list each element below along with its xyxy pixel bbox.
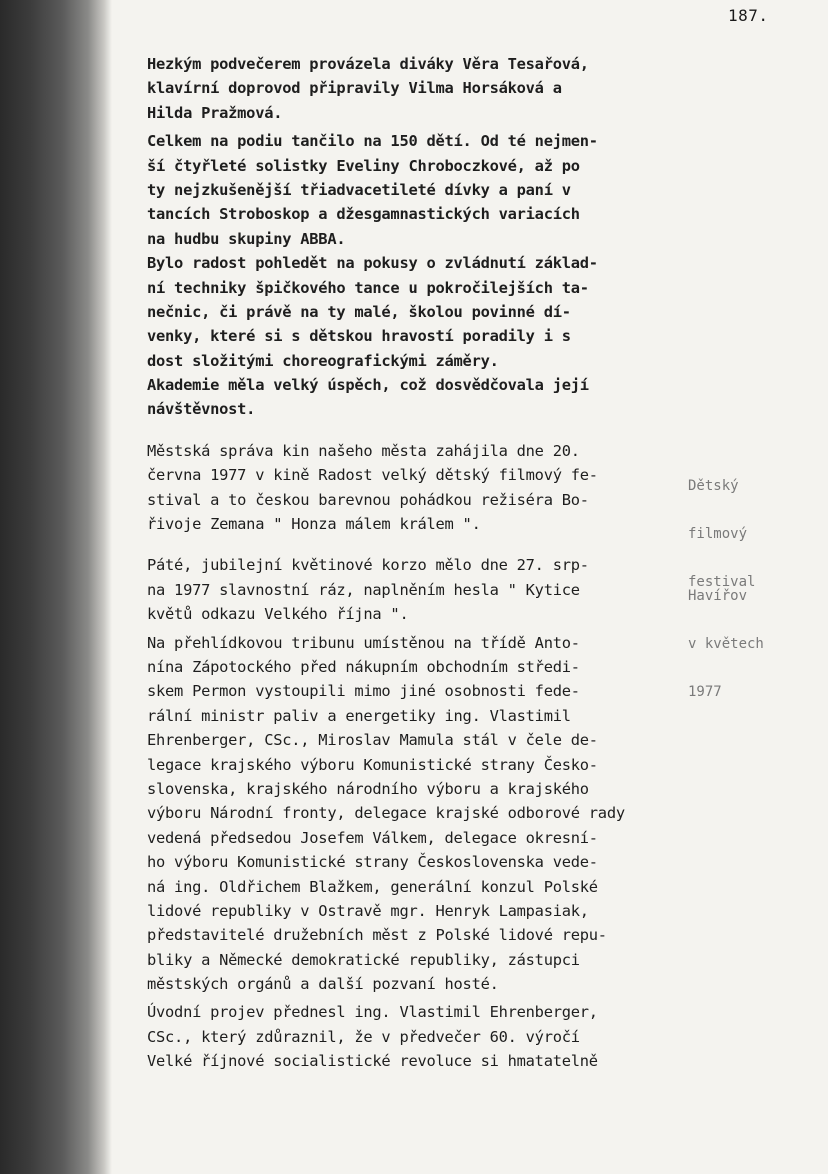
text-line: slovenska, krajského národního výboru a krajského (147, 779, 589, 798)
text-line: nína Zápotockého před nákupním obchodním středi- (147, 657, 580, 676)
text-line: návštěvnost. (147, 400, 256, 419)
margin-note-line: 1977 (688, 684, 722, 700)
text-line: Velké říjnové socialistické revoluce si hmatatelně (147, 1052, 598, 1071)
text-line: stival a to českou barevnou pohádkou režiséra Bo- (147, 490, 589, 509)
text-line: skem Permon vystoupili mimo jiné osobnosti fede- (147, 682, 580, 701)
text-line: nečnic, či právě na ty malé, školou povinné dí- (147, 302, 571, 321)
text-line: venky, které si s dětskou hravostí poradily i s (147, 327, 571, 346)
margin-note-line: v květech (688, 636, 764, 652)
text-line: Úvodní projev přednesl ing. Vlastimil Ehrenberger, (147, 1003, 598, 1022)
text-line: tancích Stroboskop a džesgamnastických variacích (147, 205, 580, 224)
page-number: 187. (728, 6, 769, 25)
margin-note-havirov-flowers (688, 556, 764, 716)
paragraph-4 (147, 373, 707, 422)
margin-note-line: Dětský (688, 478, 739, 494)
paragraph-8 (147, 1000, 707, 1073)
text-line: ní techniky špičkového tance u pokročilejších ta- (147, 278, 589, 297)
text-line: představitelé družebních měst z Polské lidové repu- (147, 926, 607, 945)
text-line: výboru Národní fronty, delegace krajské odborové rady (147, 804, 625, 823)
text-line: na hudbu skupiny ABBA. (147, 229, 346, 248)
text-line: Na přehlídkovou tribunu umístěnou na třídě Anto- (147, 633, 580, 652)
text-line: ty nejzkušenější třiadvacetileté dívky a paní v (147, 180, 571, 199)
text-line: řivoje Zemana " Honza málem králem ". (147, 515, 481, 534)
text-line: lidové republiky v Ostravě mgr. Henryk Lampasiak, (147, 901, 589, 920)
text-line: Hilda Pražmová. (147, 103, 283, 122)
text-line: ho výboru Komunistické strany Československa vede- (147, 853, 598, 872)
text-line: legace krajského výboru Komunistické strany Česko- (147, 755, 598, 774)
paragraph-2 (147, 129, 707, 251)
text-line: městských orgánů a další pozvaní hosté. (147, 975, 499, 994)
text-line: Bylo radost pohledět na pokusy o zvládnutí základ- (147, 254, 598, 273)
text-line: Ehrenberger, CSc., Miroslav Mamula stál v čele de- (147, 731, 598, 750)
text-line: vedená předsedou Josefem Válkem, delegace okresní- (147, 828, 598, 847)
text-line: června 1977 v kině Radost velký dětský filmový fe- (147, 466, 598, 485)
margin-note-line: festival (688, 574, 756, 590)
text-line: bliky a Německé demokratické republiky, zástupci (147, 950, 580, 969)
margin-note-line: Havířov (688, 588, 748, 604)
document-body (147, 52, 707, 1074)
text-line: rální ministr paliv a energetiky ing. Vlastimil (147, 706, 571, 725)
text-line: CSc., který zdůraznil, že v předvečer 60. výročí (147, 1027, 580, 1046)
text-line: klavírní doprovod připravily Vilma Horsáková a (147, 79, 562, 98)
text-line: ší čtyřleté solistky Eveliny Chroboczkové, až po (147, 156, 580, 175)
paragraph-3 (147, 251, 707, 373)
book-binding-shadow (0, 0, 112, 1174)
paragraph-6 (147, 553, 707, 626)
text-line: květů odkazu Velkého října ". (147, 605, 409, 624)
text-line: Hezkým podvečerem provázela diváky Věra Tesařová, (147, 55, 589, 73)
text-line: Páté, jubilejní květinové korzo mělo dne 27. srp- (147, 556, 589, 575)
paragraph-5 (147, 439, 707, 537)
margin-note-line: filmový (688, 526, 748, 542)
text-line: ná ing. Oldřichem Blažkem, generální konzul Polské (147, 877, 598, 896)
text-line: Městská správa kin našeho města zahájila dne 20. (147, 441, 580, 460)
text-line: Akademie měla velký úspěch, což dosvědčovala její (147, 376, 589, 395)
text-line: na 1977 slavnostní ráz, naplněním hesla " Kytice (147, 580, 580, 599)
text-line: dost složitými choreografickými záměry. (147, 351, 499, 370)
paragraph-1 (147, 52, 707, 125)
text-line: Celkem na podiu tančilo na 150 dětí. Od té nejmen- (147, 132, 598, 151)
paragraph-7 (147, 631, 707, 997)
